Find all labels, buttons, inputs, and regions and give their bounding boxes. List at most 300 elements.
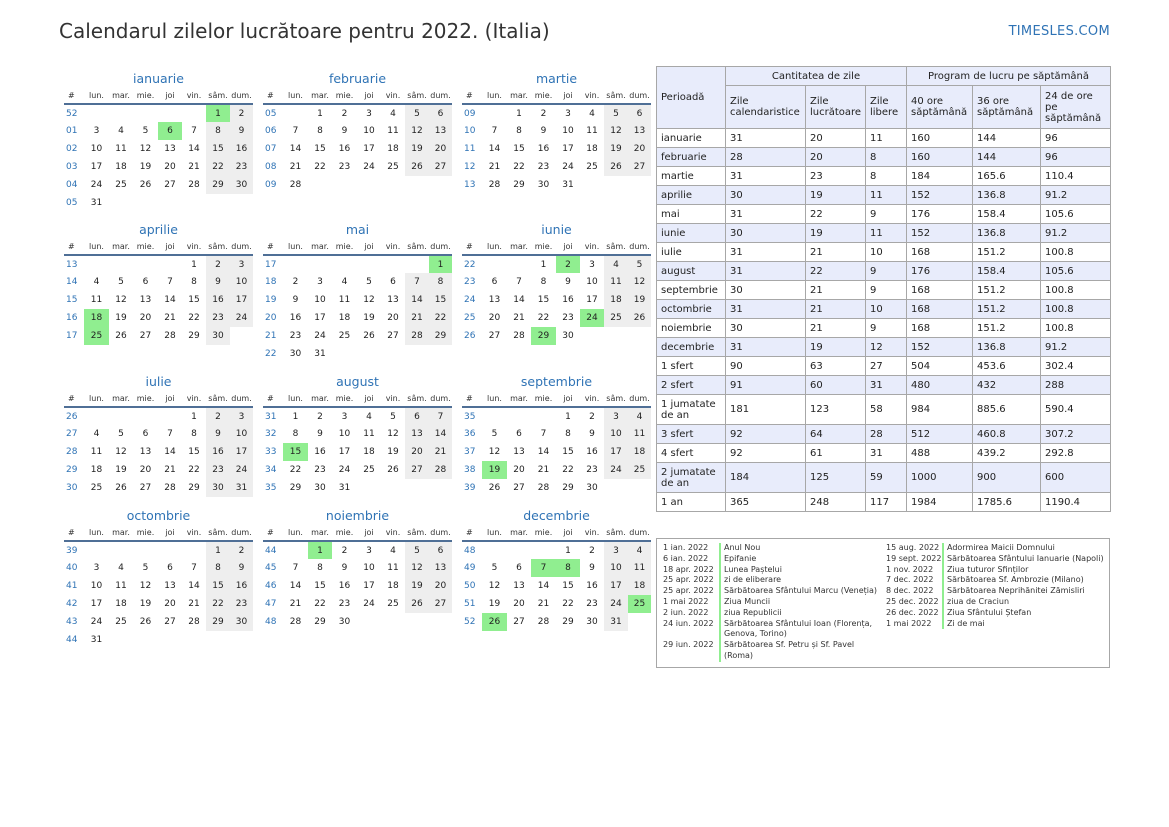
day-cell: 31	[314, 349, 326, 359]
day-cell: 30	[289, 349, 302, 359]
value-cell: 22	[806, 205, 866, 224]
weekday-header: vin.	[580, 525, 604, 541]
day-cell: 27	[164, 617, 176, 627]
empty-day	[182, 541, 206, 559]
week-number: 37	[464, 447, 476, 457]
value-cell: 9	[866, 319, 907, 338]
value-cell: 151.2	[973, 281, 1041, 300]
day-cell: 4	[93, 277, 100, 287]
period-cell: 4 sfert	[657, 444, 726, 463]
period-cell: octombrie	[657, 300, 726, 319]
empty-day	[628, 613, 651, 631]
empty-day	[482, 104, 507, 122]
value-cell: 488	[907, 444, 973, 463]
day-cell: 7	[516, 277, 522, 287]
holiday-item	[663, 565, 881, 576]
weekday-header: mie.	[332, 88, 357, 104]
day-cell: 8	[317, 126, 323, 136]
period-cell: noiembrie	[657, 319, 726, 338]
week-number: 03	[66, 162, 78, 172]
weekday-header: #	[462, 239, 482, 255]
empty-day	[381, 479, 405, 497]
weekday-header: mie.	[531, 391, 556, 407]
day-cell: 28	[188, 180, 200, 190]
day-cell: 11	[387, 126, 399, 136]
value-cell: 10	[866, 243, 907, 262]
day-cell: 28	[537, 483, 550, 493]
summary-row	[657, 300, 1111, 319]
day-cell: 13	[139, 295, 152, 305]
day-cell: 29	[513, 180, 525, 190]
day-cell: 7	[540, 429, 547, 439]
weekday-header: #	[64, 239, 84, 255]
day-cell: 20	[164, 162, 176, 172]
value-cell: 22	[806, 262, 866, 281]
weekday-header: mie.	[531, 239, 556, 255]
empty-day	[109, 255, 133, 273]
day-cell: 29	[206, 176, 230, 194]
day-cell: 16	[206, 291, 230, 309]
weekday-header: lun.	[482, 525, 507, 541]
day-cell: 9	[540, 126, 547, 136]
holiday-day: 2	[556, 255, 580, 273]
day-cell: 5	[142, 126, 149, 136]
value-cell: 512	[907, 425, 973, 444]
value-cell: 64	[806, 425, 866, 444]
weekday-header: lun.	[283, 239, 308, 255]
day-cell: 19	[628, 291, 651, 309]
day-cell: 6	[516, 429, 522, 439]
holiday-day: 8	[556, 559, 580, 577]
value-cell: 21	[806, 319, 866, 338]
day-cell: 25	[604, 309, 628, 327]
empty-day	[604, 327, 628, 345]
day-cell: 19	[387, 447, 399, 457]
day-cell: 1	[206, 541, 230, 559]
weekday-header: lun.	[283, 525, 308, 541]
value-cell: 90	[726, 357, 806, 376]
day-cell: 21	[405, 309, 429, 327]
value-cell: 900	[973, 463, 1041, 493]
weekday-header: mar.	[109, 239, 133, 255]
day-cell: 22	[289, 465, 302, 475]
value-cell: 1000	[907, 463, 973, 493]
holiday-date: 19 sept. 2022	[886, 553, 942, 563]
week-number: 13	[464, 180, 476, 190]
value-cell: 91.2	[1041, 224, 1111, 243]
day-cell: 20	[429, 140, 452, 158]
day-cell: 17	[604, 443, 628, 461]
week-number: 06	[265, 126, 277, 136]
empty-day	[507, 255, 531, 273]
empty-day	[405, 479, 429, 497]
weekday-header: mar.	[308, 88, 332, 104]
day-cell: 13	[628, 122, 651, 140]
weekday-header: vin.	[381, 88, 405, 104]
day-cell: 18	[338, 313, 351, 323]
value-cell: 100.8	[1041, 243, 1111, 262]
weekday-header: sâm.	[604, 525, 628, 541]
value-cell: 10	[866, 300, 907, 319]
empty-day	[283, 255, 308, 273]
empty-day	[158, 407, 182, 425]
day-cell: 27	[139, 483, 152, 493]
value-cell: 21	[806, 300, 866, 319]
day-cell: 4	[628, 541, 651, 559]
day-cell: 26	[628, 309, 651, 327]
holiday-date: 29 iun. 2022	[663, 640, 714, 650]
value-cell: 439.2	[973, 444, 1041, 463]
empty-day	[628, 327, 651, 345]
day-cell: 13	[513, 447, 525, 457]
empty-day	[507, 407, 531, 425]
value-cell: 31	[866, 376, 907, 395]
day-cell: 15	[314, 581, 326, 591]
day-cell: 19	[115, 465, 127, 475]
day-cell: 9	[292, 295, 299, 305]
empty-day	[482, 541, 507, 559]
week-number: 43	[66, 617, 78, 627]
column-header: Zile lucrătoare	[806, 86, 866, 129]
hours-group-header: Program de lucru pe săptămână	[907, 67, 1111, 86]
day-cell: 19	[139, 162, 152, 172]
day-cell: 4	[118, 126, 124, 136]
day-cell: 5	[491, 563, 498, 573]
day-cell: 3	[366, 545, 372, 556]
day-cell: 28	[188, 617, 200, 627]
holiday-item	[886, 554, 1106, 565]
day-cell: 7	[405, 273, 429, 291]
day-cell: 28	[429, 461, 452, 479]
week-number: 28	[66, 447, 78, 457]
value-cell: 91	[726, 376, 806, 395]
day-cell: 9	[206, 273, 230, 291]
value-cell: 151.2	[973, 300, 1041, 319]
day-cell: 17	[562, 144, 574, 154]
brand-link[interactable]: TIMESLES.COM	[1008, 24, 1110, 39]
empty-day	[381, 345, 405, 363]
day-cell: 2	[341, 545, 348, 556]
day-cell: 14	[405, 291, 429, 309]
period-cell: iulie	[657, 243, 726, 262]
day-cell: 14	[429, 425, 452, 443]
holiday-day: 25	[628, 595, 651, 613]
weekday-header: vin.	[182, 391, 206, 407]
empty-day	[308, 176, 332, 194]
day-cell: 29	[314, 617, 326, 627]
day-cell: 13	[164, 581, 176, 591]
day-cell: 3	[604, 541, 628, 559]
holiday-item	[663, 640, 881, 662]
weekday-header: joi	[158, 239, 182, 255]
day-cell: 4	[390, 545, 396, 556]
weekday-header: mie.	[133, 391, 158, 407]
week-number: 18	[265, 277, 277, 287]
month-calendar	[263, 507, 452, 631]
day-cell: 2	[589, 411, 595, 422]
weekday-header: #	[64, 391, 84, 407]
value-cell: 117	[866, 493, 907, 512]
day-cell: 16	[586, 581, 598, 591]
weekday-header: mar.	[109, 391, 133, 407]
period-header: Perioadă	[657, 67, 726, 129]
day-cell: 9	[230, 122, 253, 140]
summary-row	[657, 129, 1111, 148]
day-cell: 12	[115, 447, 127, 457]
empty-day	[230, 631, 253, 649]
day-cell: 14	[164, 295, 176, 305]
weekday-header: lun.	[482, 88, 507, 104]
value-cell: 152	[907, 186, 973, 205]
day-cell: 16	[338, 144, 351, 154]
period-cell: septembrie	[657, 281, 726, 300]
holiday-name: Ziua Muncii	[719, 597, 770, 608]
value-cell: 480	[907, 376, 973, 395]
week-number: 09	[265, 180, 277, 190]
day-cell: 21	[488, 162, 501, 172]
week-number: 30	[66, 483, 78, 493]
value-cell: 11	[866, 224, 907, 243]
day-cell: 17	[363, 581, 375, 591]
day-cell: 2	[292, 277, 299, 287]
empty-day	[133, 255, 158, 273]
holiday-day: 6	[158, 122, 182, 140]
day-cell: 1	[565, 411, 571, 422]
day-cell: 21	[164, 313, 176, 323]
weekday-header: mie.	[332, 391, 357, 407]
value-cell: 30	[726, 281, 806, 300]
day-cell: 13	[429, 122, 452, 140]
day-cell: 10	[230, 425, 253, 443]
day-cell: 12	[628, 273, 651, 291]
day-cell: 11	[628, 559, 651, 577]
day-cell: 5	[142, 563, 149, 573]
weekday-header: sâm.	[405, 391, 429, 407]
day-cell: 11	[115, 144, 127, 154]
day-cell: 7	[167, 277, 173, 287]
week-number: 36	[464, 429, 476, 439]
day-cell: 9	[230, 559, 253, 577]
day-cell: 13	[139, 447, 152, 457]
value-cell: 31	[726, 129, 806, 148]
day-cell: 23	[562, 313, 574, 323]
holiday-item	[886, 565, 1106, 576]
day-cell: 26	[115, 331, 127, 341]
day-cell: 3	[565, 108, 571, 119]
empty-day	[332, 345, 357, 363]
holiday-item	[663, 597, 881, 608]
day-cell: 23	[230, 158, 253, 176]
day-cell: 8	[191, 429, 197, 439]
day-cell: 7	[167, 429, 173, 439]
value-cell: 453.6	[973, 357, 1041, 376]
holiday-item	[663, 608, 881, 619]
weekday-header: vin.	[381, 239, 405, 255]
value-cell: 20	[806, 148, 866, 167]
weekday-header: lun.	[283, 391, 308, 407]
day-cell: 26	[405, 595, 429, 613]
value-cell: 984	[907, 395, 973, 425]
value-cell: 9	[866, 281, 907, 300]
weekday-header: vin.	[580, 239, 604, 255]
day-cell: 17	[586, 295, 598, 305]
weekday-header: sâm.	[206, 239, 230, 255]
day-cell: 22	[513, 162, 525, 172]
day-cell: 10	[562, 126, 574, 136]
day-cell: 29	[188, 483, 200, 493]
week-number: 04	[66, 180, 78, 190]
day-cell: 20	[139, 465, 152, 475]
day-cell: 1	[191, 259, 197, 270]
period-cell: 3 sfert	[657, 425, 726, 444]
day-cell: 12	[387, 429, 399, 439]
week-number: 34	[265, 465, 277, 475]
week-number: 26	[464, 331, 476, 341]
day-cell: 23	[206, 461, 230, 479]
day-cell: 30	[230, 176, 253, 194]
day-cell: 11	[115, 581, 127, 591]
holiday-date: 25 apr. 2022	[663, 586, 714, 596]
empty-day	[381, 255, 405, 273]
holiday-date: 1 mai 2022	[663, 596, 709, 606]
holiday-day: 19	[482, 461, 507, 479]
week-number: 35	[464, 411, 476, 422]
weekday-header: mie.	[133, 88, 158, 104]
day-cell: 16	[537, 144, 550, 154]
day-cell: 2	[206, 407, 230, 425]
day-cell: 24	[604, 461, 628, 479]
day-cell: 14	[488, 144, 501, 154]
month-calendar	[64, 70, 253, 212]
day-cell: 25	[115, 180, 127, 190]
period-cell: ianuarie	[657, 129, 726, 148]
holiday-date: 7 dec. 2022	[886, 575, 934, 585]
day-cell: 12	[139, 581, 152, 591]
value-cell: 184	[726, 463, 806, 493]
value-cell: 31	[726, 243, 806, 262]
day-cell: 29	[429, 327, 452, 345]
value-cell: 136.8	[973, 224, 1041, 243]
day-cell: 18	[628, 577, 651, 595]
day-cell: 15	[188, 295, 200, 305]
day-cell: 16	[314, 447, 326, 457]
day-cell: 18	[115, 162, 127, 172]
value-cell: 160	[907, 129, 973, 148]
value-cell: 30	[726, 224, 806, 243]
summary-row	[657, 262, 1111, 281]
value-cell: 100.8	[1041, 319, 1111, 338]
month-calendar	[263, 221, 452, 363]
weekday-header: joi	[357, 525, 381, 541]
weekday-header: joi	[158, 88, 182, 104]
day-cell: 21	[188, 162, 200, 172]
holiday-day: 18	[84, 309, 109, 327]
value-cell: 11	[866, 186, 907, 205]
value-cell: 125	[806, 463, 866, 493]
day-cell: 15	[206, 577, 230, 595]
day-cell: 10	[604, 559, 628, 577]
day-cell: 21	[429, 443, 452, 461]
day-cell: 17	[90, 599, 103, 609]
day-cell: 24	[230, 461, 253, 479]
empty-day	[158, 631, 182, 649]
day-cell: 4	[628, 407, 651, 425]
summary-row	[657, 281, 1111, 300]
day-cell: 27	[628, 158, 651, 176]
week-number: 32	[265, 429, 277, 439]
day-cell: 17	[338, 447, 351, 457]
empty-day	[109, 631, 133, 649]
day-cell: 22	[429, 309, 452, 327]
day-cell: 31	[90, 198, 103, 208]
week-number: 48	[265, 617, 277, 627]
value-cell: 151.2	[973, 243, 1041, 262]
day-cell: 27	[387, 331, 399, 341]
day-cell: 10	[314, 295, 326, 305]
day-cell: 31	[604, 613, 628, 631]
month-name: aprilie	[139, 222, 178, 237]
summary-row	[657, 357, 1111, 376]
day-cell: 30	[230, 613, 253, 631]
weekday-header: dum.	[429, 391, 452, 407]
value-cell: 59	[866, 463, 907, 493]
day-cell: 29	[206, 613, 230, 631]
week-number: 23	[464, 277, 476, 287]
column-header: 36 ore săptămână	[973, 86, 1041, 129]
day-cell: 17	[363, 144, 375, 154]
holiday-name: Sărbătoarea Sfântului Marcu (Veneția)	[719, 586, 877, 597]
weekday-header: #	[462, 391, 482, 407]
day-cell: 21	[164, 465, 176, 475]
weekday-header: lun.	[84, 391, 109, 407]
weekday-header: lun.	[482, 239, 507, 255]
weekday-header: dum.	[230, 239, 253, 255]
day-cell: 22	[206, 158, 230, 176]
day-cell: 15	[188, 447, 200, 457]
weekday-header: mar.	[109, 88, 133, 104]
empty-day	[158, 541, 182, 559]
month-name: ianuarie	[133, 71, 184, 86]
day-cell: 20	[488, 313, 501, 323]
weekday-header: joi	[357, 391, 381, 407]
week-number: 39	[464, 483, 476, 493]
day-cell: 15	[314, 144, 326, 154]
day-cell: 14	[537, 581, 550, 591]
day-cell: 26	[115, 483, 127, 493]
weekday-header: mar.	[308, 391, 332, 407]
value-cell: 288	[1041, 376, 1111, 395]
day-cell: 27	[513, 483, 525, 493]
empty-day	[109, 104, 133, 122]
day-cell: 4	[341, 277, 348, 287]
day-cell: 8	[292, 429, 299, 439]
empty-day	[405, 176, 429, 194]
holiday-name: zi de eliberare	[719, 575, 781, 586]
day-cell: 2	[230, 104, 253, 122]
value-cell: 21	[806, 243, 866, 262]
empty-day	[531, 541, 556, 559]
empty-day	[84, 104, 109, 122]
holiday-day: 29	[531, 327, 556, 345]
holiday-name: Ziua tuturor Sfinților	[942, 565, 1028, 576]
week-number: 47	[265, 599, 277, 609]
day-cell: 30	[338, 617, 351, 627]
week-number: 14	[66, 277, 78, 287]
week-number: 44	[66, 635, 78, 645]
value-cell: 30	[726, 186, 806, 205]
empty-day	[429, 613, 452, 631]
day-cell: 11	[338, 295, 351, 305]
